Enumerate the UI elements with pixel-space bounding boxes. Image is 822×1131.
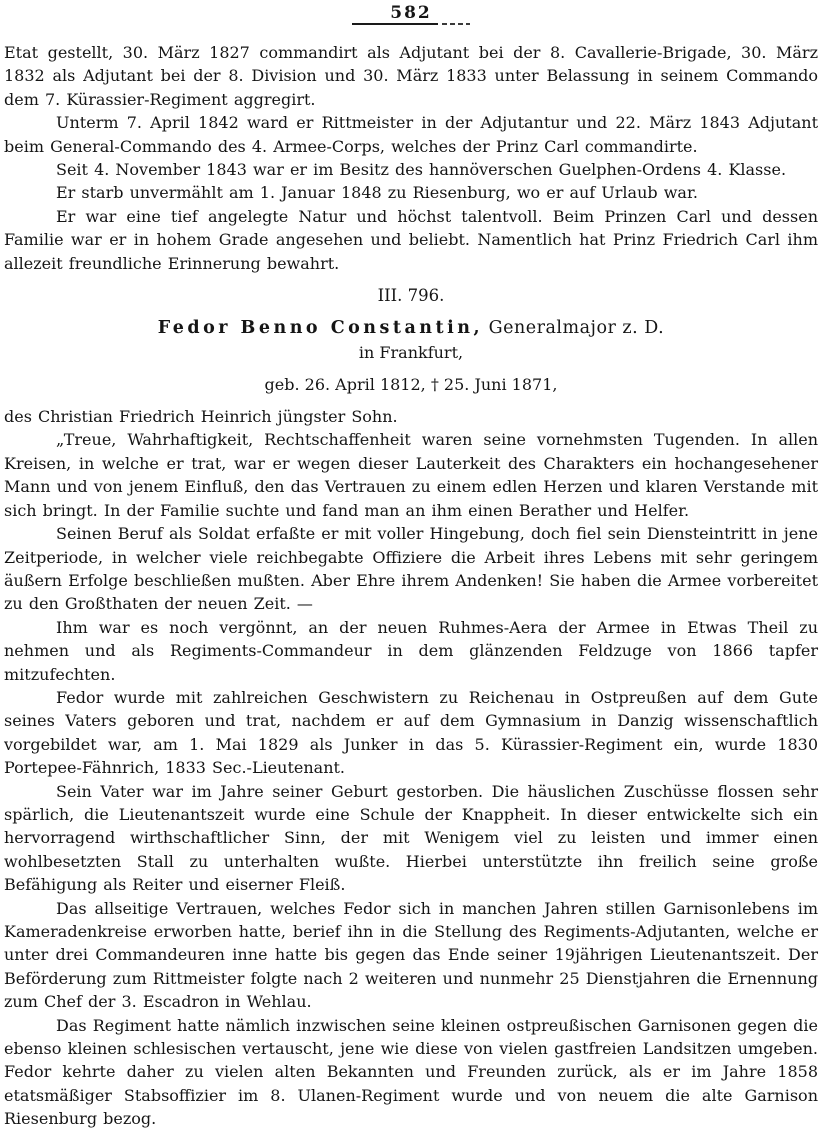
- body-paragraph: des Christian Friedrich Heinrich jüngster Sohn.: [4, 407, 398, 427]
- page-header: [4, 3, 818, 25]
- body-paragraph: Seinen Beruf als Soldat erfaßte er mit voller Hingebung, doch fiel sein Diensteintritt in jene Zeitperiode, in welcher viele reichbegabte Offiziere die Arbeit ihres Lebens mit sehr geringem äußern Erfolge beschließen mußten. Aber Ehre ihrem Andenken! Sie haben die Armee vorbereitet zu den Großthaten der neuen Zeit. —: [4, 524, 818, 614]
- body-paragraph: Etat gestellt, 30. März 1827 commandirt als Adjutant bei der 8. Cavallerie-Brigade, 30. März 1832 als Adjutant bei der 8. Division und 30. März 1833 unter Belassung in seinem Commando dem 7. Kürassier-Regiment aggregirt.: [4, 43, 818, 109]
- body-paragraph: Ihm war es noch vergönnt, an der neuen Ruhmes-Aera der Armee in Etwas Theil zu nehmen und als Regiments-Commandeur in dem glänzenden Feldzuge von 1866 tapfer mitzufechten.: [4, 617, 818, 684]
- entry-number-heading: III. 796.: [377, 286, 445, 306]
- entry-rank: Generalmajor z. D.: [488, 318, 665, 339]
- body-paragraph: Er war eine tief angelegte Natur und höchst talentvoll. Beim Prinzen Carl und dessen Familie war er in hohem Grade angesehen und beliebt. Namentlich hat Prinz Friedrich Carl ihm allezeit freundliche Erinnerung bewahrt.: [4, 206, 818, 273]
- header-rule-solid-segment: [352, 23, 438, 25]
- body-paragraph: Das Regiment hatte nämlich inzwischen seine kleinen ostpreußischen Garnisonen gegen die ebenso kleinen schlesischen vertauscht, jene wie diese von vielen gastfreien Landsitzen umgeben. Fedor kehrte daher zu vielen alten Bekannten und Freunden zurück, als er im Jahre 1858 etatsmäßiger Stabsoffizier im 8. Ulanen-Regiment wurde und von neuem die alte Garnison Riesenburg bezog.: [4, 1015, 818, 1129]
- page-number: 582: [390, 3, 432, 23]
- body-paragraph: Sein Vater war im Jahre seiner Geburt gestorben. Die häuslichen Zuschüsse flossen sehr spärlich, die Lieutenantszeit wurde eine Schule der Knappheit. In dieser entwickelte sich ein hervorragend wirthschaftlicher Sinn, der mit Wenigem viel zu leisten und immer einen wohlbesetzten Stall zu unterhalten wußte. Hierbei unterstützte ihn freilich seine große Befähigung als Reiter und eiserner Fleiß.: [4, 781, 818, 895]
- entry-name-heading: [4, 317, 818, 340]
- header-rule-divider: [352, 23, 470, 25]
- body-paragraph: Er starb unvermählt am 1. Januar 1848 zu Riesenburg, wo er auf Urlaub war.: [56, 183, 698, 203]
- body-paragraph: Unterm 7. April 1842 ward er Rittmeister in der Adjutantur und 22. März 1843 Adjutant beim General-Commando des 4. Armee-Corps, welches der Prinz Carl commandirte.: [4, 113, 818, 156]
- entry-name: Fedor Benno Constantin,: [157, 318, 484, 339]
- body-paragraph: Fedor wurde mit zahlreichen Geschwistern zu Reichenau in Ostpreußen auf dem Gute seines Vaters geboren und trat, nachdem er auf dem Gymnasium in Danzig wissenschaftlich vorgebildet war, am 1. Mai 1829 als Junker in das 5. Kürassier-Regiment ein, wurde 1830 Portepee-Fähnrich, 1833 Sec.-Lieutenant.: [4, 687, 818, 778]
- page-body: [4, 41, 818, 1131]
- header-rule-dashed-segment: [442, 23, 470, 25]
- body-paragraph: „Treue, Wahrhaftigkeit, Rechtschaffenheit waren seine vornehmsten Tugenden. In allen Kreisen, in welche er trat, war er wegen dieser Lauterkeit des Charakters ein hochangesehener Mann und von jenem Einfluß, den das Vertrauen zu einem edlen Herzen und klaren Verstande mit sich bringt. In der Familie suchte und fand man an ihm einen Berather und Helfer.: [4, 430, 818, 520]
- entry-location: in Frankfurt,: [358, 343, 464, 363]
- body-paragraph: Das allseitige Vertrauen, welches Fedor sich in manchen Jahren stillen Garnisonlebens im Kameradenkreise erworben hatte, berief ihn in die Stellung des Regiments-Adjutanten, welche er unter drei Commandeuren inne hatte bis gegen das Ende seiner 19jährigen Lieutenantszeit. Der Beförderung zum Rittmeister folgte nach 2 weiteren und nunmehr 25 Dienstjahren die Ernennung zum Chef der 3. Escadron in Wehlau.: [4, 898, 818, 1012]
- entry-dates: geb. 26. April 1812, † 25. Juni 1871,: [264, 375, 558, 395]
- body-paragraph: Seit 4. November 1843 war er im Besitz des hannöverschen Guelphen-Ordens 4. Klasse.: [56, 160, 787, 180]
